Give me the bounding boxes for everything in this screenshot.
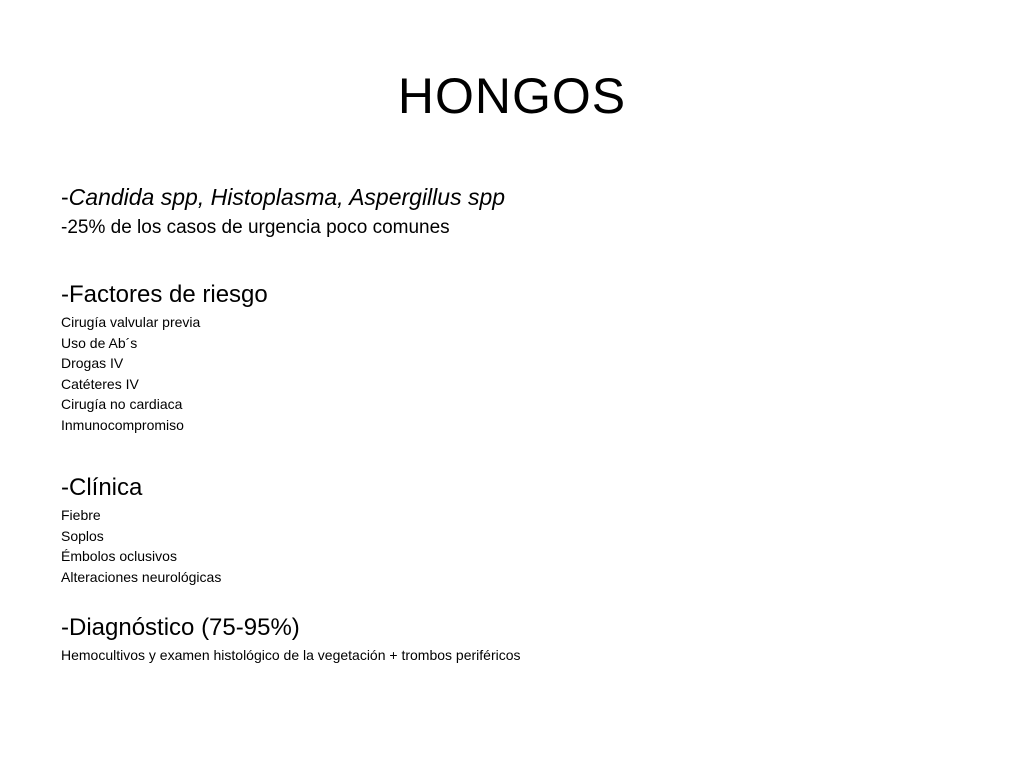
- list-item: Hemocultivos y examen histológico de la vegetación + trombos periféricos: [61, 647, 521, 663]
- list-item: Alteraciones neurológicas: [61, 568, 222, 585]
- list-item: Inmunocompromiso: [61, 416, 184, 433]
- risk-factors-section: [61, 278, 961, 435]
- clinical-heading: -Clínica: [61, 474, 143, 501]
- list-item: Drogas IV: [61, 355, 124, 371]
- organisms-line: [61, 180, 961, 214]
- list-item: Cirugía valvular previa: [61, 314, 201, 330]
- list-item: Uso de Ab´s: [61, 334, 138, 351]
- list-item: Soplos: [61, 527, 104, 544]
- frequency-line: -25% de los casos de urgencia poco comunes: [61, 217, 450, 238]
- diagnosis-heading: -Diagnóstico (75-95%): [61, 614, 300, 641]
- slide-title: HONGOS: [397, 68, 627, 124]
- slide-content: [61, 180, 961, 666]
- organisms-prefix: -: [61, 184, 69, 210]
- list-item: Fiebre: [61, 507, 101, 523]
- list-item: Catéteres IV: [61, 375, 139, 392]
- risk-factors-heading: -Factores de riesgo: [61, 281, 268, 308]
- list-item: Émbolos oclusivos: [61, 548, 177, 564]
- organisms-list: Candida spp, Histoplasma, Aspergillus spp: [68, 184, 506, 210]
- diagnosis-section: [61, 611, 961, 666]
- list-item: Cirugía no cardiaca: [61, 396, 183, 412]
- clinical-section: [61, 471, 961, 587]
